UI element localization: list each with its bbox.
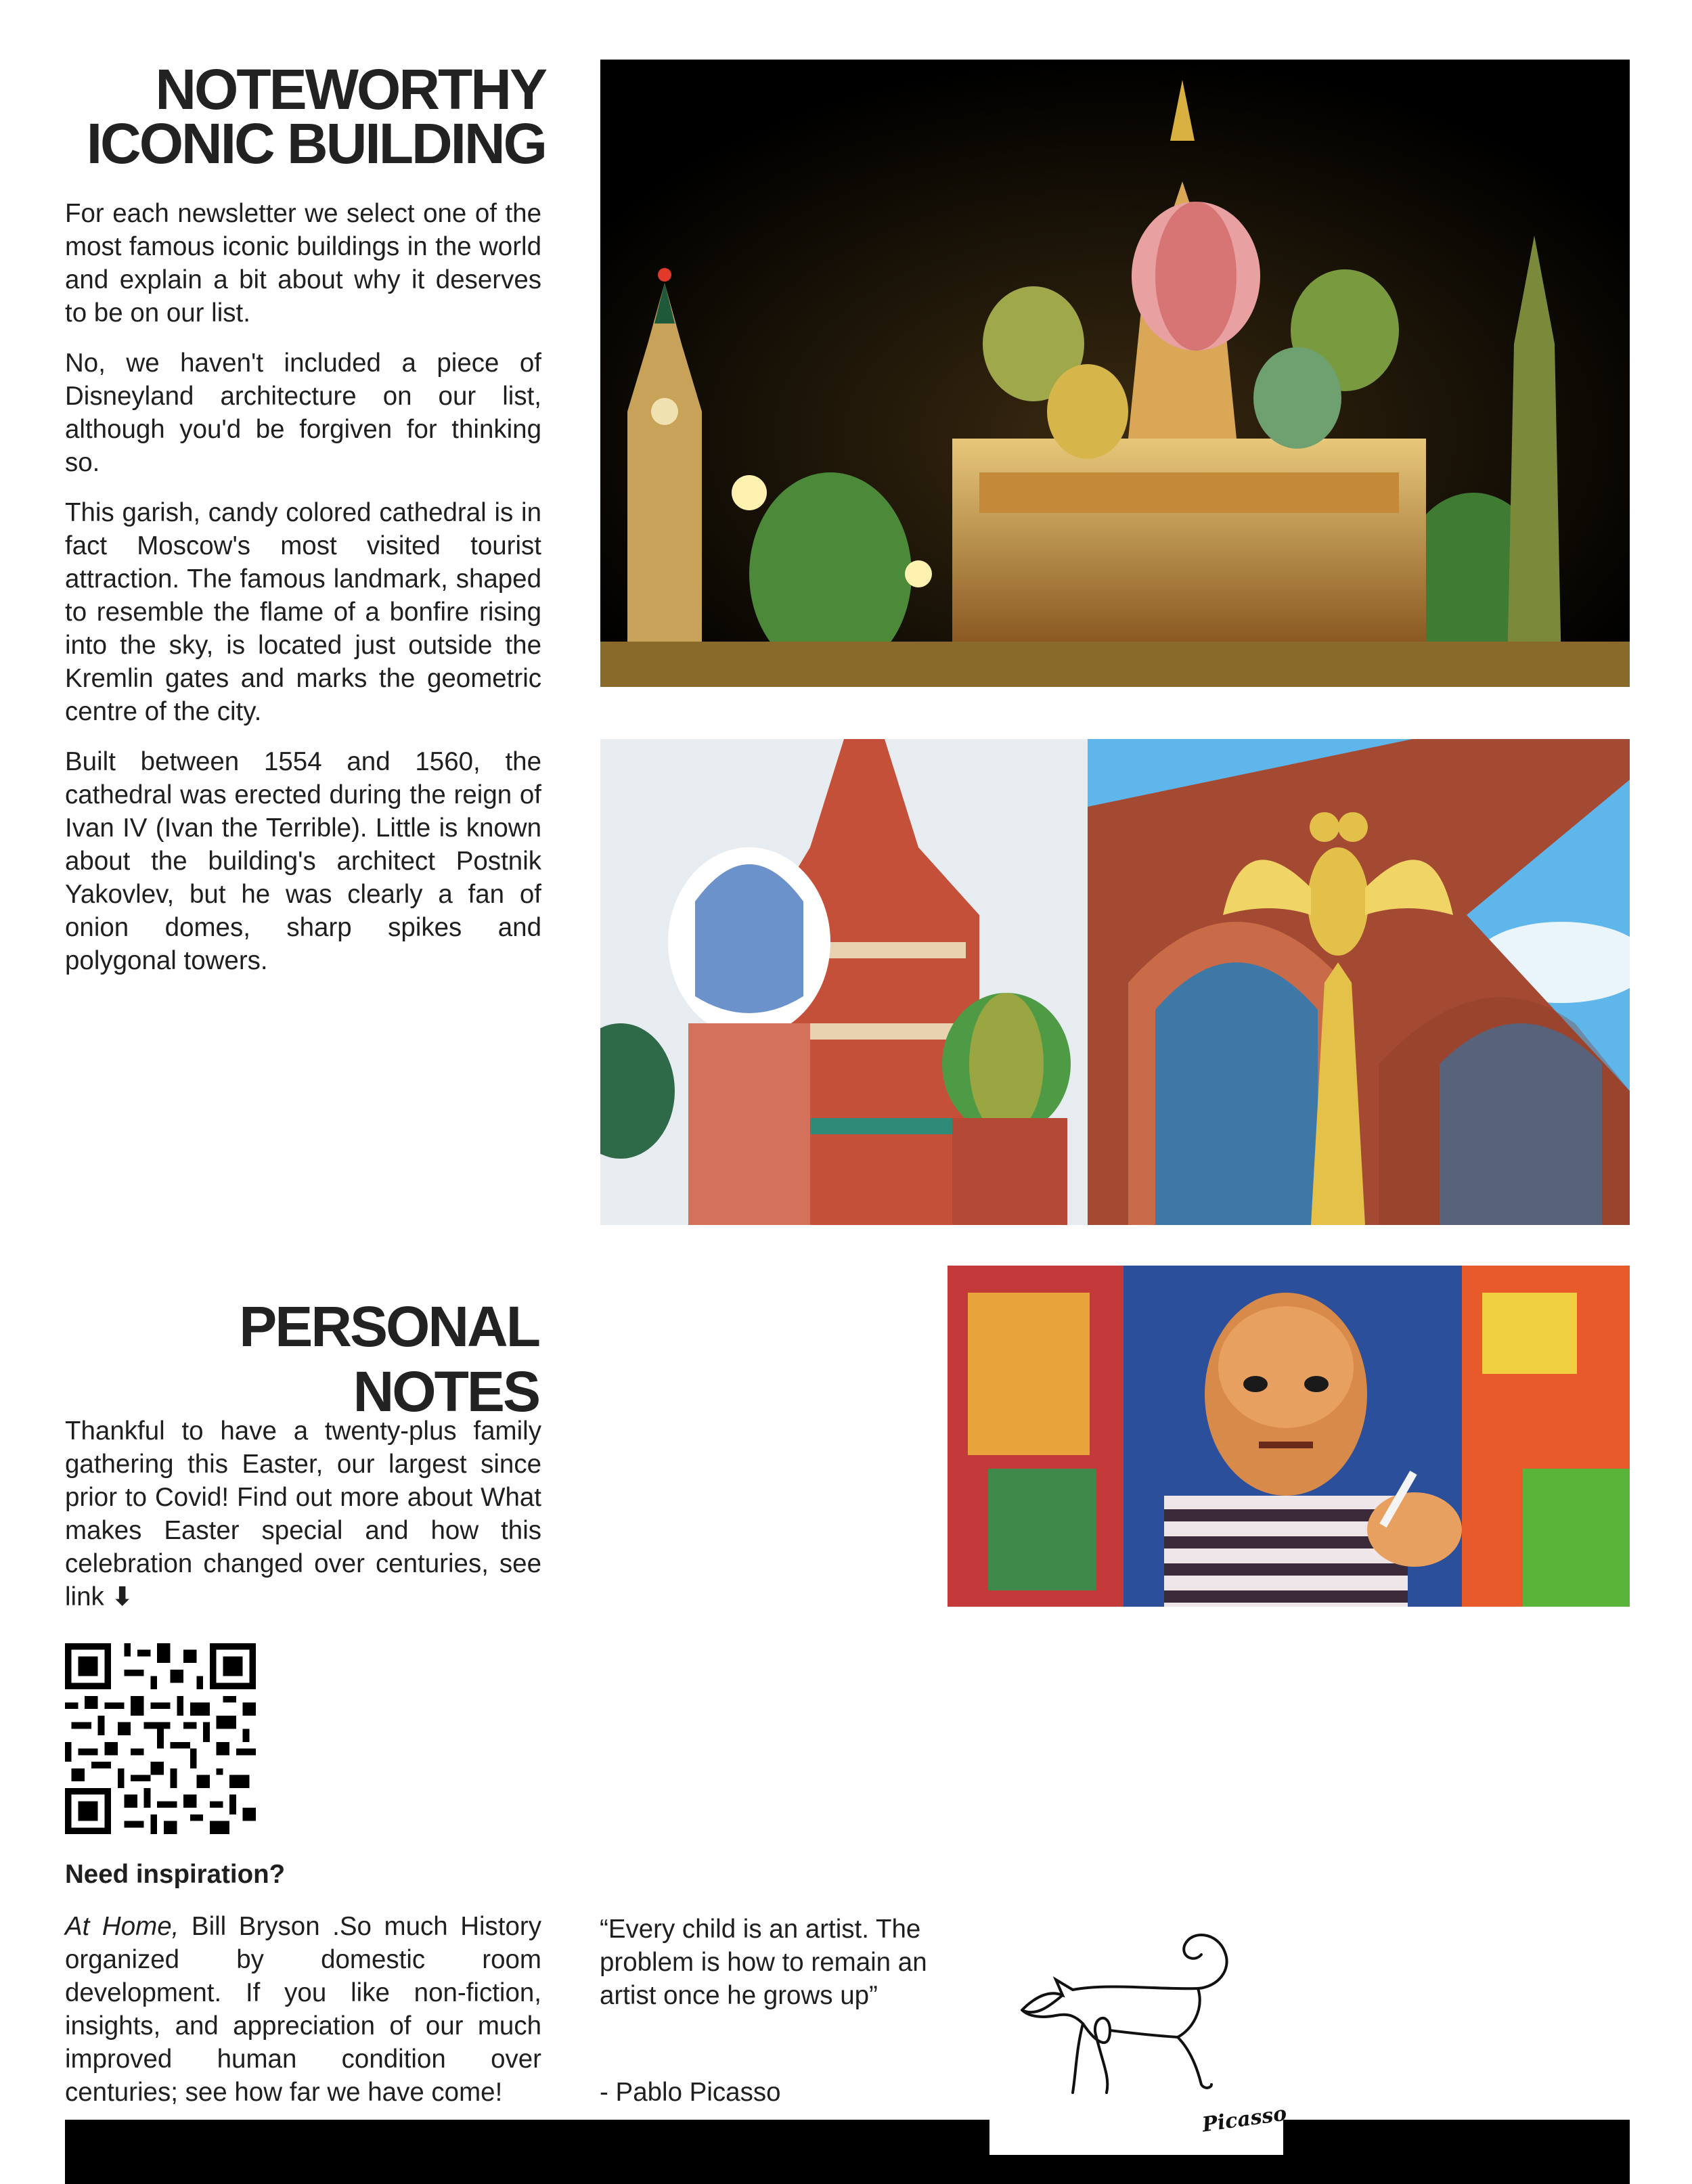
iconic-building-heading: NOTEWORTHY ICONIC BUILDING <box>86 58 546 175</box>
picasso-quote: “Every child is an artist. The problem is how to remain an artist once he grows up” <box>600 1915 927 2010</box>
cathedral-domes-photo <box>600 739 1088 1225</box>
inspiration-text <box>65 1910 541 2109</box>
picasso-signature: Picasso <box>1201 2101 1289 2137</box>
iconic-paragraph-1: For each newsletter we select one of the most famous iconic buildings in the world and explain a bit about why it deserves to be on our list. <box>65 199 541 328</box>
picasso-dog-line-drawing <box>1008 1915 1259 2105</box>
iconic-paragraph-3: This garish, candy colored cathedral is in fact Moscow's most visited tourist attraction. The famous landmark, shaped to resemble the flame of a bonfire rising into the sky, is located just outside the Kremlin gates and marks the geometric centre of the city. <box>65 498 541 726</box>
picasso-mural-photo <box>948 1266 1630 1607</box>
footer-bar <box>65 2120 1630 2184</box>
arrow-down-icon: ⬇ <box>111 1582 133 1611</box>
inspiration-heading: Need inspiration? <box>65 1860 286 1889</box>
personal-notes-text <box>65 1414 541 1613</box>
cathedral-night-photo <box>600 60 1630 687</box>
quote-author: - Pablo Picasso <box>600 2078 781 2107</box>
iconic-paragraph-4: Built between 1554 and 1560, the cathedral was erected during the reign of Ivan IV (Ivan the Terrible). Little is known about the building's architect Postnik Yakovlev, but he was clearly a fan of onion domes, sharp spikes and polygonal towers. <box>65 747 541 975</box>
iconic-building-text <box>65 197 541 994</box>
book-description: Bill Bryson .So much History organized by domestic room development. If you like non-fiction, insights, and appreciation of our much improved human condition over centuries; see how far we have come! <box>65 1912 541 2107</box>
qr-code[interactable] <box>65 1643 256 1834</box>
eagle-spire-photo <box>1088 739 1630 1225</box>
personal-notes-heading: PERSONAL NOTES <box>239 1295 539 1423</box>
book-title: At Home, <box>65 1912 179 1941</box>
personal-notes-paragraph: Thankful to have a twenty-plus family gathering this Easter, our largest since prior to Covid! Find out more about What makes Easter special and how this celebration changed over centuries, see link <box>65 1417 541 1611</box>
iconic-paragraph-2: No, we haven't included a piece of Disneyland architecture on our list, although you'd be forgiven for thinking so. <box>65 349 541 477</box>
